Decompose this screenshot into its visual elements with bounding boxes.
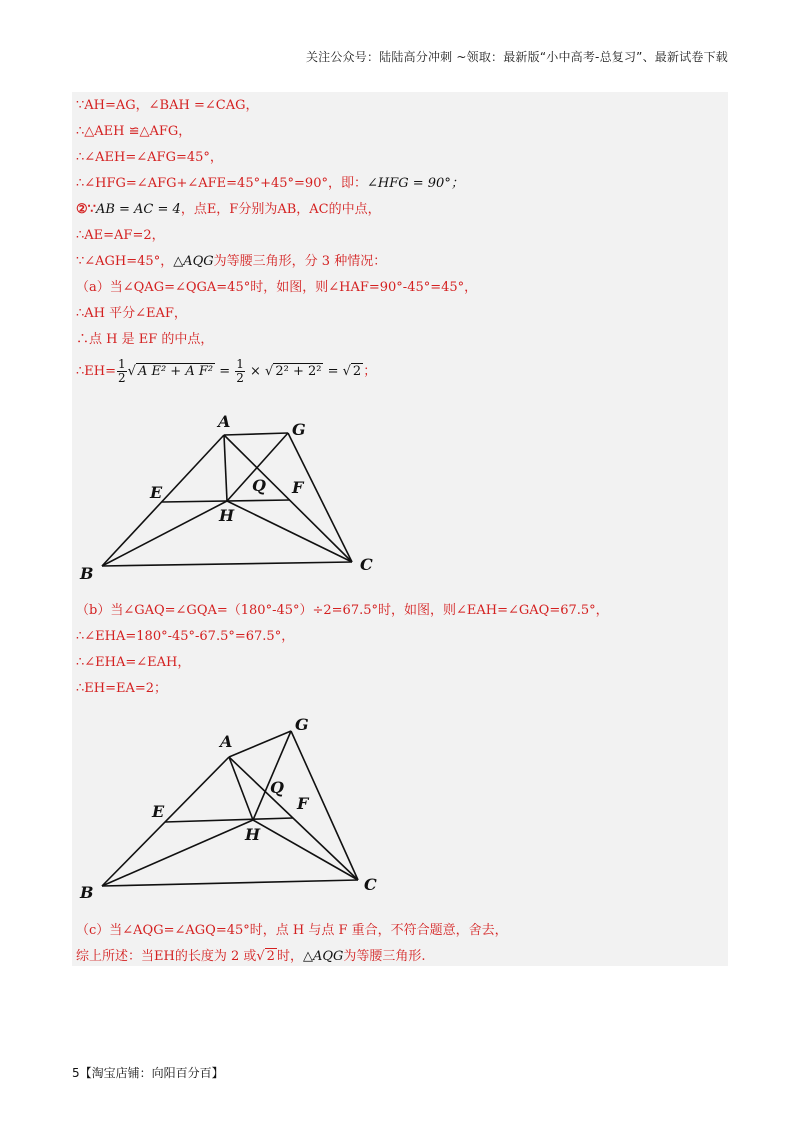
solution-line-17 xyxy=(76,948,426,966)
solution-line-7-triangle: △AQG xyxy=(173,254,214,269)
fraction-half-1 xyxy=(117,358,127,385)
point-label-c: C xyxy=(364,875,377,894)
point-label-g: G xyxy=(295,715,309,734)
solution-line-11 xyxy=(76,357,376,387)
page-header: 关注公众号：陆陆高分冲刺 ~领取：最新版“小中高考-总复习”、最新试卷下载 xyxy=(305,50,728,64)
fraction-denominator: 2 xyxy=(118,371,126,385)
point-label-a: A xyxy=(218,412,231,431)
figure-case-b xyxy=(72,705,392,900)
solution-line-16: （c）当∠AQG=∠AGQ=45°时，点 H 与点 F 重合，不符合题意，舍去， xyxy=(76,923,508,938)
point-label-g: G xyxy=(292,420,306,439)
solution-line-5 xyxy=(76,201,381,219)
equals-sqrt: = √ xyxy=(323,364,351,379)
conclusion-when: 时， xyxy=(276,949,303,964)
point-label-q: Q xyxy=(252,476,266,495)
fraction-denominator: 2 xyxy=(236,371,244,385)
point-label-c: C xyxy=(360,555,373,574)
solution-line-7 xyxy=(76,253,386,271)
solution-line-1: ∵AH=AG，∠BAH =∠CAG， xyxy=(76,98,259,113)
conclusion-radicand: 2 xyxy=(266,949,275,964)
solution-line-4-text: ∴∠HFG=∠AFG+∠AFE=45°+45°=90°，即： xyxy=(76,176,367,191)
figure-case-a xyxy=(72,405,392,585)
point-label-q: Q xyxy=(270,778,284,797)
solution-line-13: ∴∠EHA=180°-45°-67.5°=67.5°， xyxy=(76,629,295,644)
solution-line-15: ∴EH=EA=2； xyxy=(76,681,168,696)
solution-line-2: ∴△AEH ≌△AFG， xyxy=(76,124,192,139)
page-footer: 5【淘宝店铺：向阳百分百】 xyxy=(72,1066,224,1080)
solution-line-5-formula: AB = AC = 4 xyxy=(95,202,181,217)
point-label-b: B xyxy=(80,564,94,583)
conclusion-text: 综上所述：当EH的长度为 2 或√ xyxy=(76,949,265,964)
solution-line-10: ∴点 H 是 EF 的中点， xyxy=(76,332,214,347)
fraction-half-2 xyxy=(235,358,245,385)
point-label-b: B xyxy=(80,883,94,900)
solution-line-14: ∴∠EHA=∠EAH， xyxy=(76,655,191,670)
point-label-e: E xyxy=(152,802,165,821)
fraction-numerator: 1 xyxy=(118,357,126,371)
radicand-ae-af: A E² + A F² xyxy=(137,364,214,379)
point-label-e: E xyxy=(150,483,163,502)
solution-line-6: ∴AE=AF=2， xyxy=(76,228,165,243)
solution-line-4-formula: ∠HFG = 90°； xyxy=(366,176,464,191)
solution-line-7-tail: 为等腰三角形，分 3 种情况： xyxy=(213,254,387,269)
solution-line-3: ∴∠AEH=∠AFG=45°， xyxy=(76,150,223,165)
fraction-numerator: 1 xyxy=(236,357,244,371)
figure-b-lines xyxy=(102,731,358,886)
equals-sign: = xyxy=(215,364,235,379)
solution-line-12: （b）当∠GAQ=∠GQA=（180°-45°）÷2=67.5°时，如图，则∠EAH=∠GAQ=67.5°， xyxy=(76,603,609,618)
point-label-f: F xyxy=(292,478,304,497)
solution-line-4 xyxy=(76,175,464,193)
solution-line-5-prefix: ②∵ xyxy=(76,202,96,217)
conclusion-triangle: △AQG xyxy=(302,949,344,964)
eh-label: ∴EH= xyxy=(76,364,116,379)
point-label-h: H xyxy=(219,506,235,525)
semicolon: ； xyxy=(363,364,377,379)
point-label-f: F xyxy=(297,794,309,813)
solution-line-7-text: ∵∠AGH=45°， xyxy=(76,254,174,269)
times-sqrt: × √ xyxy=(245,364,274,379)
point-label-a: A xyxy=(220,732,233,751)
solution-line-5-text: ，点E，F分别为AB，AC的中点， xyxy=(180,202,381,217)
solution-line-8: （a）当∠QAG=∠QGA=45°时，如图，则∠HAF=90°-45°=45°， xyxy=(76,280,478,295)
radicand-two-squares: 2² + 2² xyxy=(275,364,322,379)
solution-line-9: ∴AH 平分∠EAF， xyxy=(76,306,187,321)
conclusion-tail: 为等腰三角形. xyxy=(343,949,426,964)
sqrt-sign: √ xyxy=(127,364,136,379)
radicand-two: 2 xyxy=(352,364,362,379)
figure-a-lines xyxy=(102,433,352,566)
point-label-h: H xyxy=(245,825,261,844)
